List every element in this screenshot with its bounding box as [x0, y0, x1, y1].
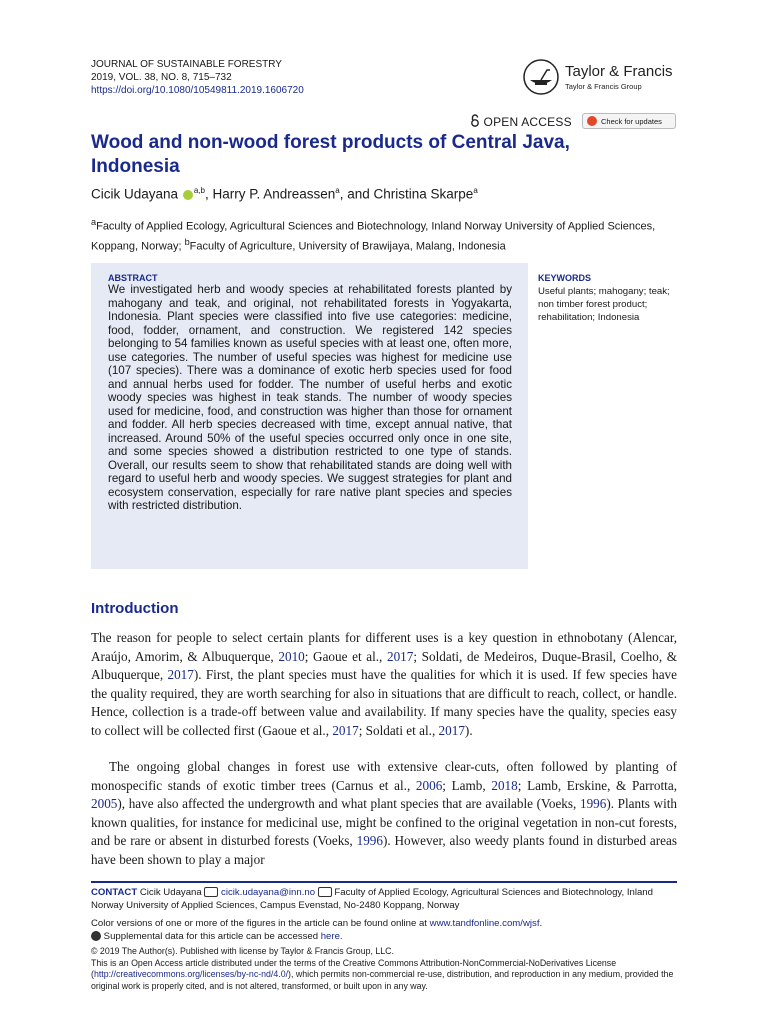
supplemental-link[interactable]: here	[320, 930, 340, 942]
journal-name: JOURNAL OF SUSTAINABLE FORESTRY	[91, 59, 282, 70]
citation-link[interactable]: 2017	[386, 648, 414, 664]
publisher-group: Taylor & Francis Group	[565, 82, 642, 91]
open-access-label	[470, 114, 572, 129]
color-note-end: .	[539, 918, 543, 929]
update-icon	[587, 116, 597, 126]
affil-mark: a	[91, 217, 97, 227]
lamp-icon	[521, 58, 561, 96]
journal-volume: 2019, VOL. 38, NO. 8, 715–732	[91, 72, 232, 83]
color-note-text: Color versions of one or more of the figures in the article can be found online at	[91, 918, 430, 929]
author-list	[91, 186, 478, 202]
paragraph-text: ), have also affected the undergrowth and what plant species that are available (Voeks,	[117, 796, 580, 811]
author-name[interactable]: Christina Skarpe	[373, 186, 474, 202]
contact-address: Faculty of Applied Ecology, Agricultural Sciences and Biotechnology, Inland Norway University of Applied Sciences, Campus Evenstad, No-2480 Koppang, Norway	[91, 887, 653, 911]
keywords-text: Useful plants; mahogany; teak; non timber forest product; rehabilitation; Indonesia	[538, 286, 670, 323]
orcid-icon[interactable]	[183, 190, 193, 200]
contact-label: CONTACT	[91, 887, 138, 898]
paragraph-text: ; Soldati, de Medeiros, Duque-Brasil, Coelho, & Albuquerque,	[91, 648, 678, 682]
contact-block	[91, 886, 681, 912]
author-affil: a	[473, 186, 478, 195]
citation-link[interactable]: 2005	[91, 796, 118, 811]
open-access-text: OPEN ACCESS	[483, 115, 572, 129]
supplemental-icon	[91, 931, 101, 941]
citation-link[interactable]: 2017	[332, 722, 359, 738]
author-name[interactable]: Harry P. Andreassen	[212, 186, 336, 202]
citation-link[interactable]: 1996	[356, 833, 383, 848]
paragraph-2	[91, 758, 677, 869]
article-title: Wood and non-wood forest products of Central Java, Indonesia	[91, 132, 570, 177]
affiliation-a: Faculty of Applied Ecology, Agricultural Sciences and Biotechnology, Inland Norway University of Applied Sciences, Koppang, Norway;	[91, 220, 656, 253]
paragraph-text: ; Soldati et al.,	[358, 722, 439, 738]
affiliation-b: Faculty of Agriculture, University of Brawijaya, Malang, Indonesia	[189, 240, 506, 253]
citation-link[interactable]: 2017	[167, 667, 194, 682]
contact-email-link[interactable]: cicik.udayana@inn.no	[221, 887, 316, 898]
author-name[interactable]: Cicik Udayana	[91, 186, 179, 202]
license-url-link[interactable]: http://creativecommons.org/licenses/by-nc-nd/4.0/	[93, 969, 289, 980]
section-heading: Introduction	[91, 600, 179, 617]
citation-link[interactable]: 2006	[415, 777, 443, 793]
publisher-name: Taylor & Francis	[565, 63, 673, 80]
citation-link[interactable]: 1996	[579, 796, 607, 811]
address-icon	[318, 887, 332, 897]
journal-meta	[91, 58, 304, 97]
affil-mark: b	[184, 236, 190, 247]
supplemental-text: Supplemental data for this article can be accessed	[101, 930, 321, 942]
paragraph-text: ; Lamb,	[442, 777, 492, 793]
publisher-logo[interactable]	[521, 58, 681, 98]
paragraph-text: The ongoing global changes in forest use with extensive clear-cuts, often followed by planting of monospecific stands of exotic timber trees (Carnus et al.,	[91, 759, 677, 793]
email-icon	[204, 887, 218, 897]
supplemental-end: .	[339, 930, 343, 942]
paragraph-text: ). Plants with known qualities, for instance for medicinal use, might be confined to the original vegetation in non-cut forests, and be rare or absent in disturbed forests (Voeks,	[91, 796, 678, 848]
paragraph-text: ; Gaoue et al.,	[304, 648, 387, 664]
copyright-text: © 2019 The Author(s). Published with license by Taylor & Francis Group, LLC.	[91, 946, 394, 956]
citation-link[interactable]: 2017	[438, 722, 465, 738]
color-url-link[interactable]: www.tandfonline.com/wjsf	[429, 918, 540, 929]
paragraph-text: The reason for people to select certain plants for different uses is a key question in ethnobotany (Alencar, Araújo, Amorim, & Albuquerque,	[91, 630, 677, 664]
contact-name: Cicik Udayana	[137, 887, 205, 898]
author-affil: a,b	[193, 186, 205, 195]
paragraph-1	[91, 629, 677, 740]
open-lock-icon	[470, 114, 480, 127]
abstract-heading: ABSTRACT	[108, 273, 158, 283]
citation-link[interactable]: 2010	[278, 648, 305, 664]
check-updates-label: Check for updates	[601, 117, 662, 126]
paragraph-text: ). First, the plant species must have the qualities for which it is used. If few species have the quality required, they are worth searching for also in situations that are difficult to reach, collect, or handle. Hence, collection is a trade-off between value and availability. If many species have the quality, species easy to collect will be collected first (Gaoue et al.,	[91, 667, 677, 738]
citation-link[interactable]: 2018	[491, 777, 518, 793]
check-updates-button[interactable]	[582, 113, 676, 129]
license-block	[91, 946, 681, 992]
color-note	[91, 918, 542, 943]
paragraph-text: ). However, also weedy plants found in disturbed areas have been shown to play a major	[91, 833, 677, 867]
doi-link[interactable]: https://doi.org/10.1080/10549811.2019.1606720	[91, 85, 304, 96]
keywords-heading: KEYWORDS	[538, 273, 592, 283]
author-separator: , and	[339, 186, 374, 202]
footer-rule	[91, 881, 677, 883]
paragraph-text: ).	[464, 722, 473, 738]
license-text-end: ), which permits non-commercial re-use, distribution, and reproduction in any medium, provided the original work is properly cited, and is not altered, transformed, or built upon in any way.	[91, 969, 674, 991]
author-separator: ,	[204, 186, 213, 202]
author-affil: a	[335, 186, 340, 195]
abstract-text: We investigated herb and woody species at rehabilitated forests planted by mahogany and teak, and original, not rehabilitated forests in Yogyakarta, Indonesia. Plant species were classified into five use categories: medicine, food, fodder, ornament, and construction. We registered 142 species belonging to 54 families known as useful species with at least one, often more, use categories. The number of useful species was highest for medicine use (107 species). There was a dominance of exotic herb species used for food and annual herbs used for fodder. The number of useful herbs and exotic woody species was highest in teak stands. The number of woody species used for medicine, food, and construction was higher than those for ornament and fodder. All herb species decreased with time, except annual native, that increased. Around 50% of the useful species occurred only once in one site, and some species showed a distribution restricted to one type of stands. Overall, our results seem to show that rehabilitated stands are doing well with regard to useful herb and woody species. We suggest strategies for plant and ecosystem conservation, especially for rare native plant species and species with restricted distribution.	[108, 283, 512, 512]
license-text: This is an Open Access article distributed under the terms of the Creative Commons Attribution-NonCommercial-NoDerivatives License (	[91, 957, 617, 980]
affiliations	[91, 215, 681, 254]
paragraph-text: ; Lamb, Erskine, & Parrotta,	[517, 777, 677, 793]
